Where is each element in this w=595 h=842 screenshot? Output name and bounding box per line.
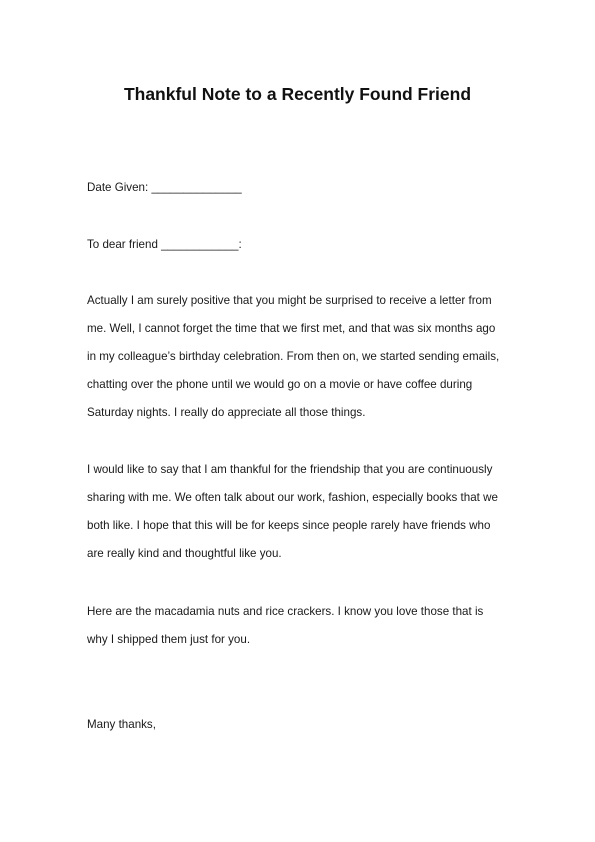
paragraph-1-line: chatting over the phone until we would go on a movie or have coffee during (87, 378, 473, 391)
paragraph-2-line: both like. I hope that this will be for keeps since people rarely have friends who (87, 519, 491, 532)
closing-line: Many thanks, (87, 718, 156, 731)
greeting-line: To dear friend ____________: (87, 238, 242, 251)
paragraph-2-line: sharing with me. We often talk about our work, fashion, especially books that we (87, 491, 498, 504)
paragraph-1-line: Actually I am surely positive that you might be surprised to receive a letter from (87, 294, 492, 307)
paragraph-1-line: Saturday nights. I really do appreciate all those things. (87, 406, 366, 419)
document-title: Thankful Note to a Recently Found Friend (123, 84, 472, 104)
paragraph-1-line: me. Well, I cannot forget the time that we first met, and that was six months ago (87, 322, 496, 335)
paragraph-1-line: in my colleague’s birthday celebration. From then on, we started sending emails, (87, 350, 500, 363)
date-given-line: Date Given: ______________ (87, 181, 242, 194)
paragraph-3-line: Here are the macadamia nuts and rice crackers. I know you love those that is (87, 605, 484, 618)
paragraph-3-line: why I shipped them just for you. (87, 633, 251, 646)
paragraph-2-line: are really kind and thoughtful like you. (87, 547, 282, 560)
paragraph-2-line: I would like to say that I am thankful for the friendship that you are continuously (87, 463, 493, 476)
